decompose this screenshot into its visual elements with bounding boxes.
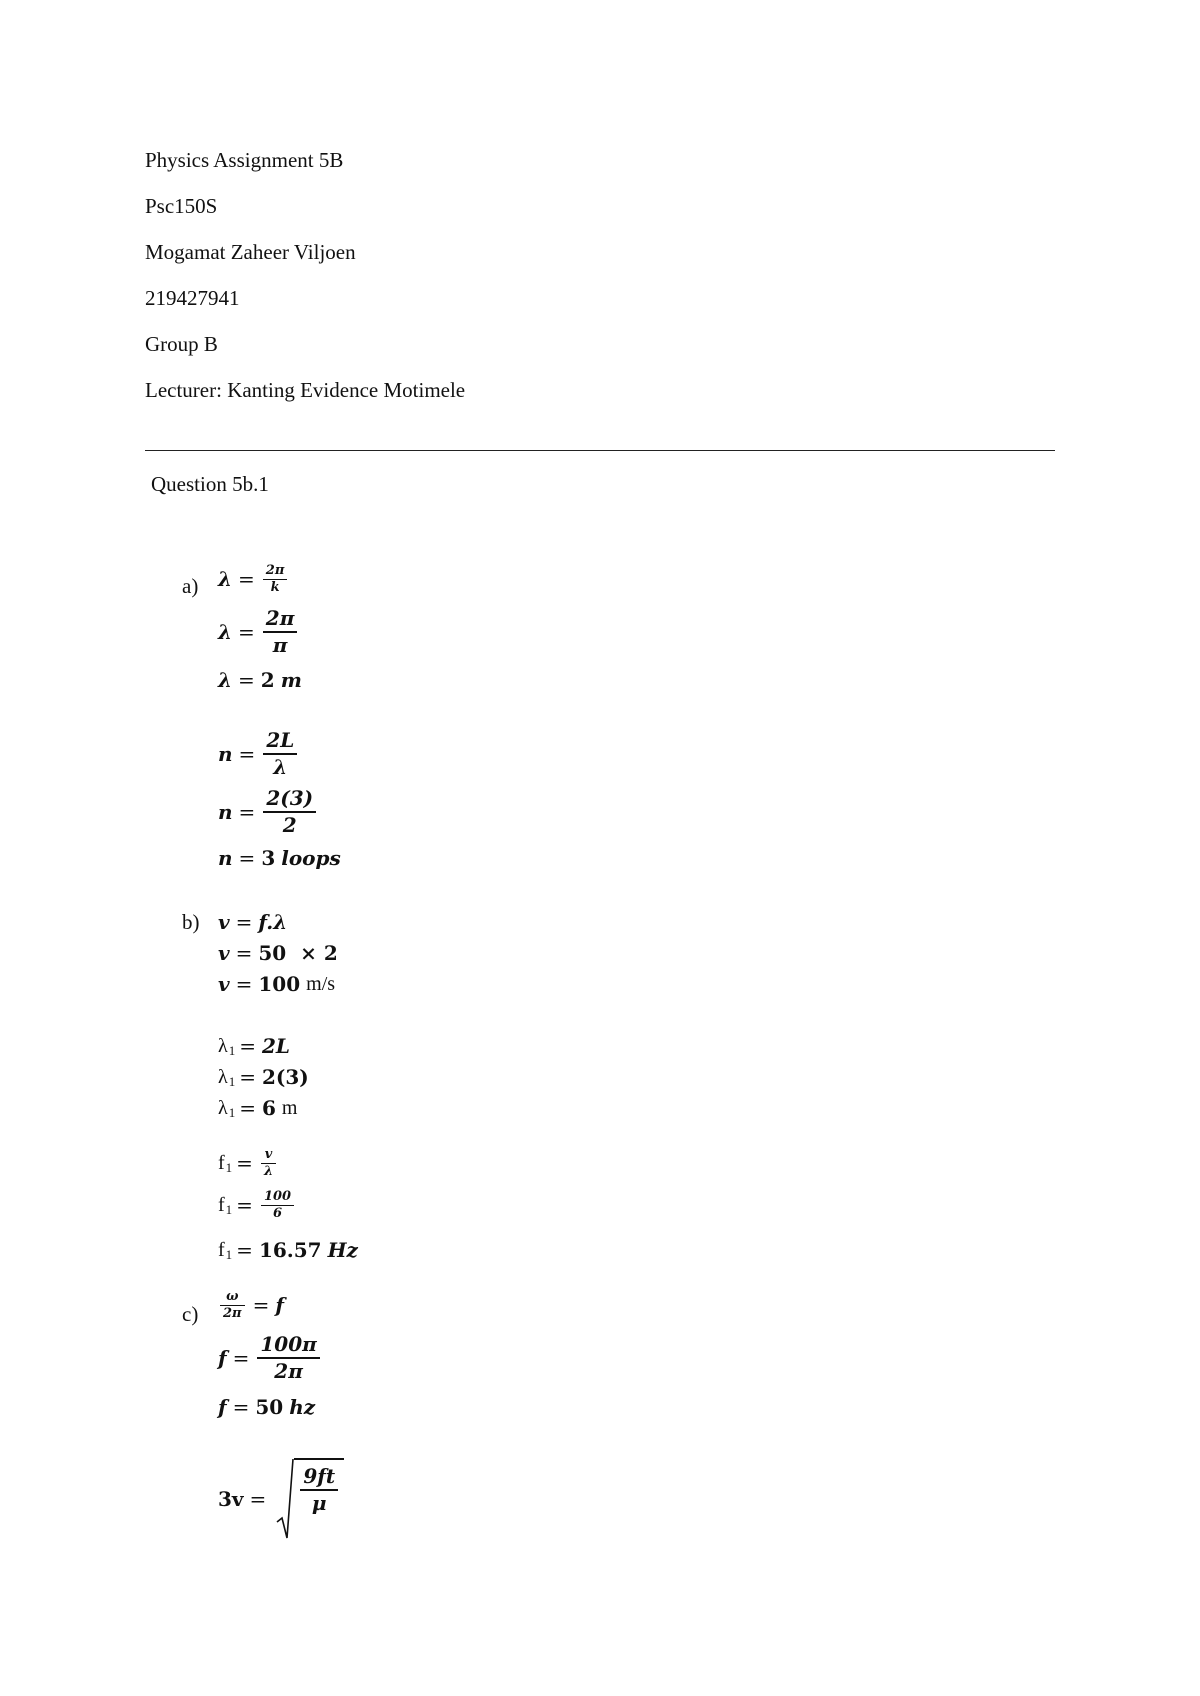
student-name: Mogamat Zaheer Viljoen: [145, 240, 356, 264]
eq-b1: v = f.λ: [218, 910, 288, 934]
eq-a4: n = $\frac{2L}{\lambda}$: [218, 730, 299, 778]
eq-b2: v = 50 × 2: [218, 941, 338, 965]
eq-a5: n = $\frac{2(3)}{2}$: [218, 788, 318, 836]
eq-a2: λ = $\frac{2\pi}{\pi}$: [218, 608, 299, 656]
course-code: Psc150S: [145, 194, 218, 218]
part-c-label: c): [182, 1302, 199, 1326]
student-number: 219427941: [145, 286, 240, 310]
lecturer-label: Lecturer: Kanting Evidence Motimele: [145, 378, 466, 402]
eq-b9: f 1 = 16.57 Hz: [218, 1238, 358, 1262]
eq-b8: f 1 = $\frac{100}{6}$: [218, 1190, 296, 1220]
square-root-symbol: $\frac{9ft}{\mu}$: [276, 1458, 344, 1540]
group-label: Group B: [145, 332, 218, 356]
eq-b7: f 1 = $\frac{v}{\lambda}$: [218, 1148, 278, 1178]
eq-b3: v = 100 m/s: [218, 972, 336, 996]
eq-c4: 3v = $\frac{9ft}{\mu}$: [218, 1458, 344, 1540]
assignment-title: Physics Assignment 5B: [145, 148, 344, 172]
part-a-label: a): [182, 574, 199, 598]
eq-a3: λ = 2 m: [218, 668, 302, 692]
eq-b4: λ 1 = 2L: [218, 1034, 290, 1058]
eq-b6: λ 1 = 6 m: [218, 1096, 298, 1120]
eq-b5: λ 1 = 2(3): [218, 1065, 309, 1089]
eq-c1: $\frac{\omega}{2\pi}$ = f: [218, 1290, 284, 1320]
eq-c3: f = 50 hz: [218, 1395, 316, 1419]
eq-c2: f = $\frac{100\pi}{2\pi}$: [218, 1334, 322, 1382]
eq-a6: n = 3 loops: [218, 846, 341, 870]
horizontal-divider: [145, 450, 1055, 451]
eq-a1: λ = $\frac{2\pi}{k}$: [218, 564, 289, 594]
part-b-label: b): [182, 910, 200, 934]
question-title: Question 5b.1: [151, 472, 269, 496]
